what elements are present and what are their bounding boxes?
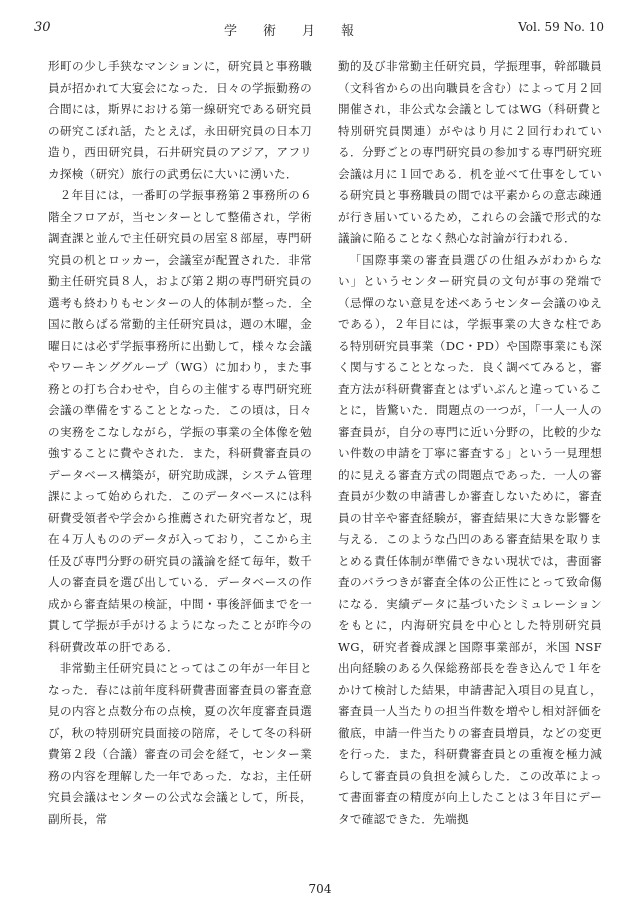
left-paragraph-2: ２年目には，一番町の学振事務第２事務所の６階全フロアが，当センターとして整備され，学術調査課と並んで主任研究員の居室８部屋，専門研究員の机とロッカー，会議室が配置された．非常勤主任研究員８人，および第２期の専門研究員の選考も終わりもセンターの人的体制が整った．全国に散らばる常勤的主任研究員は，週の木曜，金曜日には必ず学振事務所に出勤して，様々な会議やワーキンググループ（WG）に加わり，また事務との打ち合わせや，自らの主催する専門研究班会議の準備をすることとなった．この頃は，日々の実務をこなしながら，学振の事業の全体像を勉強することに費やされた．また，科研費審査員のデータベース構築が，研究助成課，システム管理課によって始められた．このデータベースには科研費受領者や学会から推薦された研究者など，現在４万人もののデータが入っており，ここから主任及び専門分野の研究員の議論を経て毎年，数千人の審査員を選び出している．データベースの作成から審査結果の検証，中間・事後評価までを一貫して学振が手がけるようになったことが昨今の科研費改革の肝である． [48,188,312,654]
left-paragraph-1: 形町の少し手狭なマンションに，研究員と事務職員が招かれて大宴会になった．日々の学振勤務の合間には，斯界における第一線研究である研究員の研究こぼれ話，たとえば，永田研究員の日本刀造り，西田研究員，石井研究員のアジア，アフリカ探検（研究）旅行の武勇伝に大いに湧いた． [48,59,312,181]
header-volume: Vol. 59 No. 10 [518,20,604,34]
right-paragraph-1: 勤的及び非常勤主任研究員，学振理事，幹部職員（文科省からの出向職員を含む）によって月２回開催され，非公式な会議としてはWG（科研費と特別研究員関連）がやはり月に２回行われている．分野ごとの専門研究員の参加する専門研究班会議は月に１回である．机を並べて仕事をしている研究員と事務職員の間では平素からの意志疎通が行き届いているため，これらの会議で形式的な議論に陥ることなく熱心な討論が行われる． [338,59,602,245]
header-journal-title: 学術月報 [224,24,381,39]
right-paragraph-2: 「国際事業の審査員選びの仕組みがわからない」というセンター研究員の文句が事の発端で（忌憚のない意見を述べあうセンター会議のゆえである），２年目には，学振事業の大きな柱である特別研究員事業（DC・PD）や国際事業にも深く関与することとなった．良く調べてみると，審査方法が科研費審査とはずいぶんと違っていることに，皆驚いた．問題点の一つが，「一人一人の審査員が，自分の専門に近い分野の，比較的少ない件数の申請を丁寧に審査する」という一見理想的に見える審査方式の問題点であった．一人の審査員が少数の申請書しか審査しないために，審査員の甘辛や審査経験が，審査結果に大きな影響を与える．このような凸凹のある審査結果を取りまとめる責任体制が準備できない現状では，書面審査のバラつきが審査全体の公正性にとって致命傷になる．実績データに基づいたシミュレーションをもとに，内海研究員を中心とした特別研究員 WG，研究者養成課と国際事業部が，米国 NSF 出向経験のある久保総務部長を巻き込んで１年をかけて検討した結果，申請書記入項目の見直し，審査員一人当たりの担当件数を増やし相対評価を徹底，申請一件当たりの審査員増員，などの変更を行った．また，科研費審査員との重複を極力減らして審査員の負担を減らした．この改革によって書面審査の精度が向上したことは３年目にデータで確認できた．先端拠 [338,252,602,826]
header-page-number: 30 [34,20,51,35]
left-column [48,56,312,830]
page-footer-number: 704 [308,882,332,896]
left-paragraph-3: 非常勤主任研究員にとってはこの年が一年目となった．春には前年度科研費書面審査員の審査意見の内容と点数分布の点検，夏の次年度審査員選び，秋の特別研究員面接の陪席，そして冬の科研費第２段（合議）審査の司会を経て，センター業務の内容を理解した一年であった．なお，主任研究員会議はセンターの公式な会議として，所長，副所長，常 [48,661,312,826]
page-header [0,20,640,42]
right-column [338,56,602,830]
